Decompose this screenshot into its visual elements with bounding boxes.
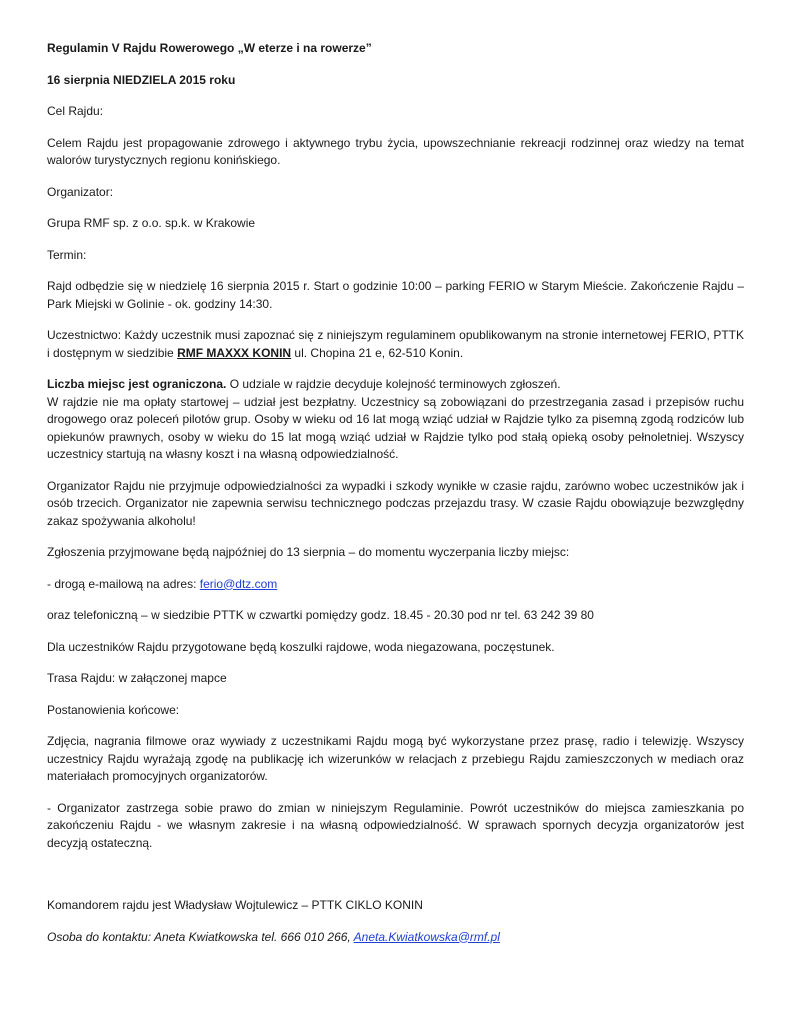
- email-link[interactable]: ferio@dtz.com: [199, 576, 278, 591]
- venue-name: RMF MAXXX KONIN: [177, 345, 292, 360]
- telefon-paragraph: oraz telefoniczną – w siedzibie PTTK w czwartki pomiędzy godz. 18.45 - 20.30 pod nr tel. 63 242 39 80: [47, 608, 594, 622]
- kontakt-line: [47, 929, 744, 947]
- postanowienia-heading: Postanowienia końcowe:: [47, 702, 180, 717]
- cel-paragraph: Celem Rajdu jest propagowanie zdrowego i aktywnego trybu życia, upowszechnianie rekreacji rodzinnej oraz wiedzy na temat walorów turystycznych regionu konińskiego.: [47, 135, 744, 167]
- venue-address: ul. Chopina 21 e, 62-510 Konin.: [291, 345, 464, 360]
- komandor-paragraph: Komandorem rajdu jest Władysław Wojtulewicz – PTTK CIKLO KONIN: [47, 898, 423, 912]
- email-line: [47, 576, 744, 594]
- zmiany-paragraph: - Organizator zastrzega sobie prawo do zmian w niniejszym Regulaminie. Powrót uczestników do miejsca zamieszkania po zakończeniu Rajdu - we własnym zakresie i na własną odpowiedzialność. W sprawach spornych decyzja organizatorów jest decyzją ostateczną.: [47, 800, 744, 850]
- zdjecia-paragraph: Zdjęcia, nagrania filmowe oraz wywiady z uczestnikami Rajdu mogą być wykorzystane przez prasę, radio i telewizję. Wszyscy uczestnicy Rajdu wyrażają zgodę na publikację ich wizerunków w relacjach z przebiegu Rajdu zamieszczonych w mediach oraz materiałach promocyjnych organizatorów.: [47, 734, 744, 783]
- oplaty-paragraph: W rajdzie nie ma opłaty startowej – udział jest bezpłatny. Uczestnicy są zobowiązani do przestrzegania zasad i przepisów ruchu drogowego oraz poleceń pilotów grup. Osoby w wieku od 16 lat mogą wziąć udział w Rajdzie tylko za pisemną zgodą rodziców lub opiekunów prawnych, osoby w wieku do 15 lat mogą wziąć udział w Rajdzie tylko pod stałą opieką osoby pełnoletniej. Wszyscy uczestnicy startują na własny koszt i na własną odpowiedzialność.: [47, 394, 744, 461]
- document-page: [47, 40, 744, 946]
- document-title: Regulamin V Rajdu Rowerowego „W eterze i na rowerze”: [47, 41, 372, 55]
- zgloszenia-paragraph: Zgłoszenia przyjmowane będą najpóźniej do 13 sierpnia – do momentu wyczerpania liczby miejsc:: [47, 545, 570, 559]
- event-date: 16 sierpnia NIEDZIELA 2015 roku: [47, 72, 236, 87]
- cel-heading: Cel Rajdu:: [47, 104, 104, 118]
- liczba-miejsc-bold: Liczba miejsc jest ograniczona.: [47, 377, 227, 391]
- kontakt-email-link[interactable]: Aneta.Kwiatkowska@rmf.pl: [353, 929, 500, 944]
- uczestnictwo-text: Uczestnictwo: Każdy uczestnik musi zapoznać się z niniejszym regulaminem opublikowanym na stronie internetowej FERIO, PTTK i dostępnym w siedzibie: [47, 328, 744, 360]
- koszulki-paragraph: Dla uczestników Rajdu przygotowane będą koszulki rajdowe, woda niegazowana, poczęstunek.: [47, 639, 555, 654]
- organizer-paragraph: Grupa RMF sp. z o.o. sp.k. w Krakowie: [47, 216, 256, 230]
- email-prefix: - drogą e-mailową na adres:: [47, 576, 200, 591]
- kontakt-prefix: Osoba do kontaktu: Aneta Kwiatkowska tel. 666 010 266,: [47, 929, 354, 944]
- odpowiedzialnosc-paragraph: Organizator Rajdu nie przyjmuje odpowiedzialności za wypadki i szkody wynikłe w czasie rajdu, zarówno wobec uczestników jak i osób trzecich. Organizator nie zapewnia serwisu technicznego podczas przejazdu trasy. W czasie Rajdu obowiązuje bezwzględny zakaz spożywania alkoholu!: [47, 478, 744, 528]
- termin-paragraph: Rajd odbędzie się w niedzielę 16 sierpnia 2015 r. Start o godzinie 10:00 – parking FERIO w Starym Mieście. Zakończenie Rajdu – Park Miejski w Golinie - ok. godziny 14:30.: [47, 279, 744, 311]
- trasa-paragraph: Trasa Rajdu: w załączonej mapce: [47, 671, 227, 685]
- liczba-miejsc-text: O udziale w rajdzie decyduje kolejność terminowych zgłoszeń.: [226, 377, 561, 391]
- liczba-miejsc-line: [47, 376, 744, 394]
- organizer-heading: Organizator:: [47, 184, 114, 199]
- termin-heading: Termin:: [47, 247, 87, 262]
- uczestnictwo-paragraph: [47, 327, 744, 362]
